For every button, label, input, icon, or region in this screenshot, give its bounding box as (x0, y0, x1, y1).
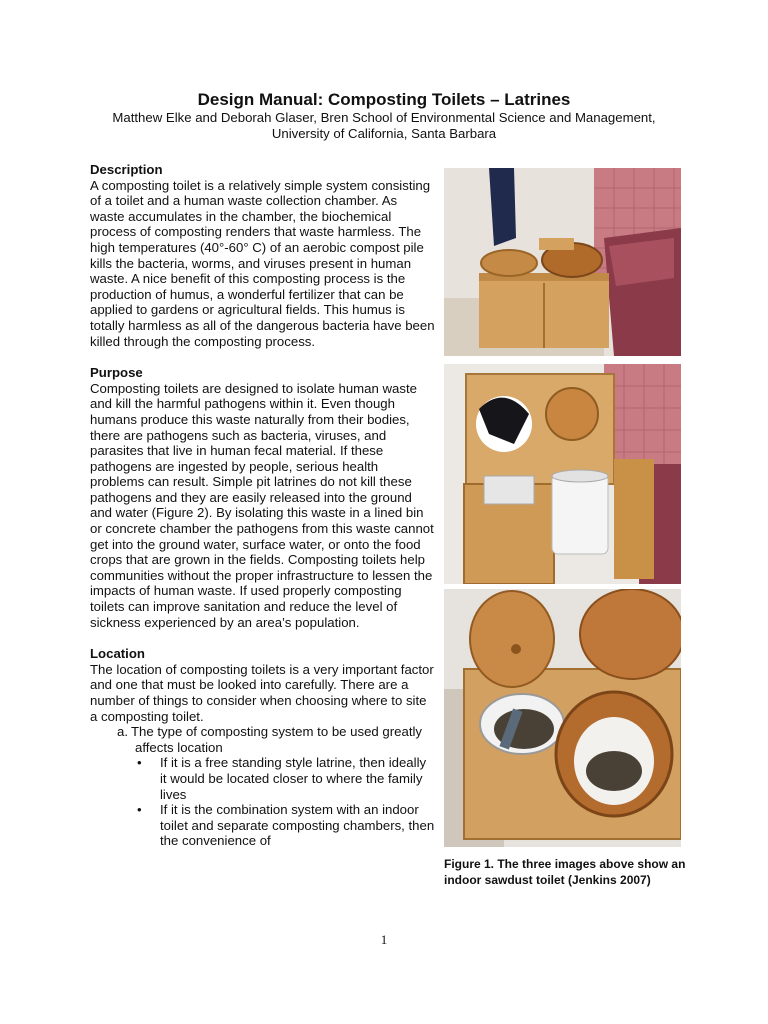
location-text: The location of composting toilets is a very important factor and one that must be looked into carefully. There are a number of things to consider when choosing where to site a composting toilet. (90, 661, 434, 724)
page-title: Design Manual: Composting Toilets – Latrines (197, 90, 571, 109)
sawdust-toilet-open-image (444, 364, 681, 584)
bullet-icon: • (137, 755, 142, 771)
bullet-icon: • (137, 802, 142, 818)
figure-photo-2 (444, 364, 681, 584)
authors-line-2: University of California, Santa Barbara (271, 126, 497, 141)
figure-photo-1 (444, 168, 681, 356)
figure-photo-3 (444, 589, 681, 847)
bullet-text: If it is a free standing style latrine, then ideally it would be located closer to where the family lives (160, 755, 427, 802)
location-heading: Location (90, 646, 145, 662)
list-item (115, 802, 435, 849)
purpose-text: Composting toilets are designed to isolate human waste and kill the harmful pathogens within it. Even though humans produce this waste naturally from their bodies, there are pathogens such as bacteria, viruses, and parasites that live in human fecal material. If these pathogens are ingested by people, serious health problems can result. Simple pit latrines do not kill these pathogens and they are easily released into the ground and water (Figure 2). By isolating this waste in a lined bin or concrete chamber the pathogens from this waste cannot get into the ground water, surface water, or onto the food crops that are grown in the fields. Composting toilets help communities without the proper infrastructure to lessen the impacts of human waste. If used properly composting toilets can improve sanitation and reduce the level of sickness experienced by an area’s population. (90, 380, 434, 630)
main-text-column (90, 162, 435, 849)
sawdust-toilet-closeup-image (444, 589, 681, 847)
list-item-text: The type of composting system to be used greatly affects location (131, 724, 423, 755)
figure-caption: Figure 1. The three images above show an indoor sawdust toilet (Jenkins 2007) (444, 857, 686, 887)
author-block (0, 110, 768, 142)
description-text: A composting toilet is a relatively simple system consisting of a toilet and a human waste collection chamber. As waste accumulates in the chamber, the biochemical process of composting renders that waste harmless. The high temperatures (40°-60° C) of an aerobic compost pile kills the bacteria, worms, and viruses present in human waste. A nice benefit of this composting process is the production of humus, a wonderful fertilizer that can be applied to gardens or agricultural fields. This humus is totally harmless as all of the dangerous bacteria have been killed through the composting process. (90, 177, 435, 349)
location-bullet-list (90, 755, 435, 849)
location-list-item-a (90, 724, 435, 755)
list-item (115, 755, 435, 802)
sawdust-toilet-bathroom-image (444, 168, 681, 356)
list-item-label: a. (117, 724, 128, 740)
purpose-heading: Purpose (90, 365, 143, 381)
page-number: 1 (380, 932, 388, 947)
authors-line-1: Matthew Elke and Deborah Glaser, Bren School of Environmental Science and Management, (112, 110, 656, 125)
description-heading: Description (90, 162, 163, 177)
bullet-text: If it is the combination system with an indoor toilet and separate composting chambers, then the convenience of (160, 802, 435, 849)
